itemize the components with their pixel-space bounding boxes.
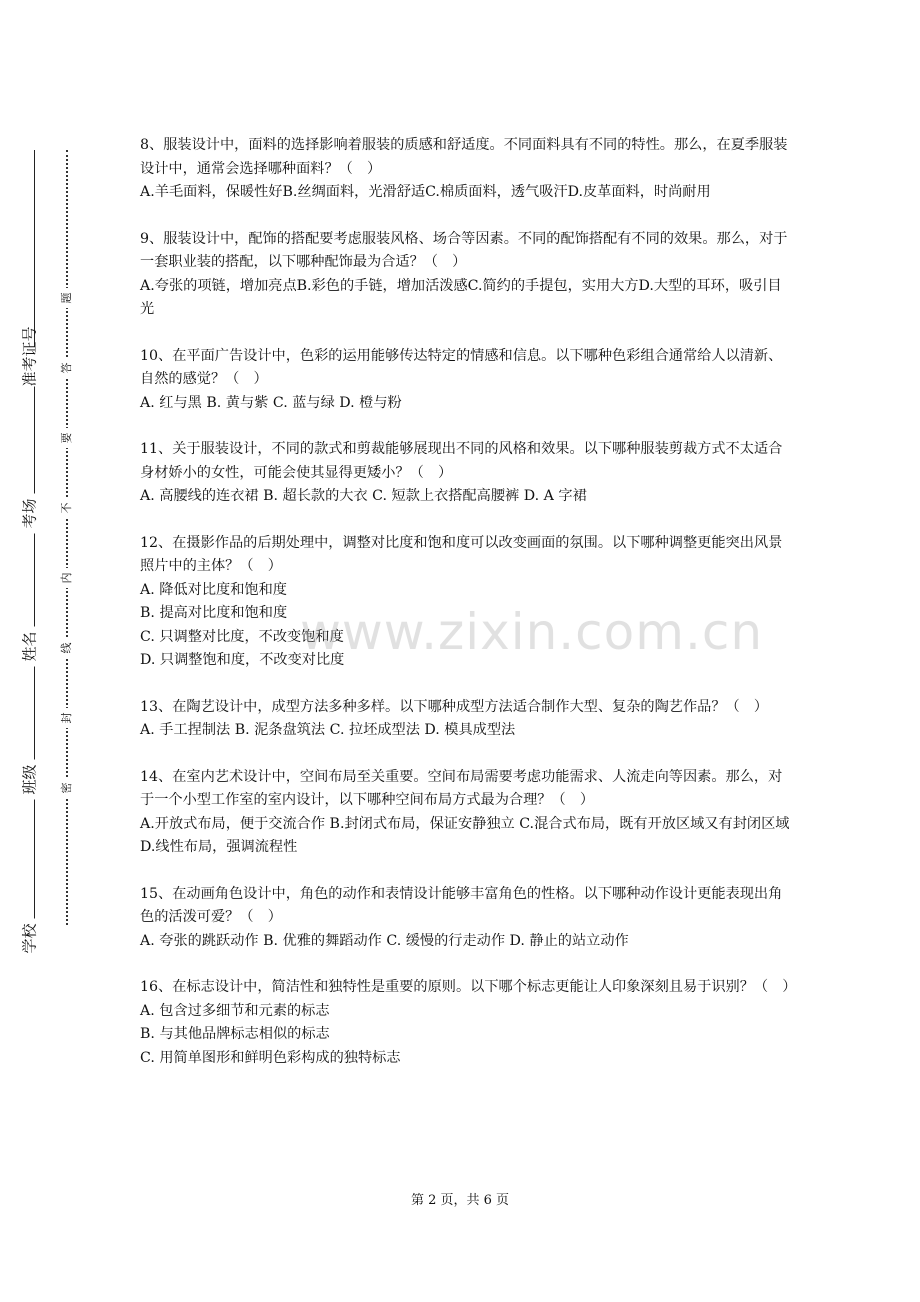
question-12 (140, 532, 790, 673)
class-label: 班级 (19, 760, 40, 800)
question-options: A. 红与黑 B. 黄与紫 C. 蓝与绿 D. 橙与粉 (140, 394, 402, 411)
school-label: 学校 (19, 919, 40, 959)
question-13 (140, 696, 790, 743)
question-stem: 11、关于服装设计，不同的款式和剪裁能够展现出不同的风格和效果。以下哪种服装剪裁方式不太适合身材娇小的女性，可能会使其显得更矮小？（ ） (140, 441, 783, 481)
question-15 (140, 883, 790, 954)
question-stem: 16、在标志设计中，简洁性和独特性是重要的原则。以下哪个标志更能让人印象深刻且易于识别？（ ） (140, 979, 797, 995)
question-option: C. 用简单图形和鲜明色彩构成的独特标志 (140, 1049, 401, 1066)
question-stem: 10、在平面广告设计中，色彩的运用能够传达特定的情感和信息。以下哪种色彩组合通常给人以清新、自然的感觉？（ ） (140, 347, 783, 387)
question-options: A. 高腰线的连衣裙 B. 超长款的大衣 C. 短款上衣搭配高腰裤 D. A 字裙 (140, 488, 587, 504)
exam-id-label: 准考证号 (20, 326, 39, 387)
question-10 (140, 345, 790, 416)
name-label: 姓名 (19, 627, 40, 667)
question-option: D. 只调整饱和度，不改变对比度 (140, 652, 345, 668)
page-footer: 第 2 页，共 6 页 (410, 1193, 510, 1208)
seal-char: 答 (58, 358, 74, 378)
binding-solid-line (34, 150, 35, 925)
question-stem: 13、在陶艺设计中，成型方法多种多样。以下哪种成型方法适合制作大型、复杂的陶艺作品？（ ） (140, 698, 769, 715)
binding-margin (0, 0, 110, 1302)
question-9 (140, 228, 790, 322)
question-stem: 8、服装设计中，面料的选择影响着服装的质感和舒适度。不同面料具有不同的特性。那么，在夏季服装设计中，通常会选择哪种面料？（ ） (140, 137, 788, 177)
seal-char: 密 (58, 778, 74, 798)
question-list (140, 134, 797, 1093)
seal-dotted-line (66, 150, 68, 925)
question-14 (140, 766, 790, 860)
question-stem: 12、在摄影作品的后期处理中，调整对比度和饱和度可以改变画面的氛围。以下哪种调整更能突出风景照片中的主体？（ ） (140, 534, 783, 574)
question-option: A. 降低对比度和饱和度 (140, 581, 287, 598)
question-stem: 14、在室内艺术设计中，空间布局至关重要。空间布局需要考虑功能需求、人流走向等因素。那么，对于一个小型工作室的室内设计，以下哪种空间布局方式最为合理？（ ） (140, 768, 783, 808)
exam-room-label: 考场 (19, 494, 40, 534)
seal-char: 要 (58, 428, 74, 448)
question-8 (140, 134, 790, 205)
question-option: B. 与其他品牌标志相似的标志 (140, 1026, 330, 1042)
seal-char: 线 (58, 638, 74, 658)
question-options: A.羊毛面料，保暖性好B.丝绸面料，光滑舒适C.棉质面料，透气吸汗D.皮革面料，时尚耐用 (140, 184, 711, 200)
question-option: A. 包含过多细节和元素的标志 (140, 1002, 330, 1019)
question-stem: 15、在动画角色设计中，角色的动作和表情设计能够丰富角色的性格。以下哪种动作设计更能表现出角色的活泼可爱？（ ） (140, 885, 783, 925)
seal-char: 不 (58, 498, 74, 518)
seal-char: 封 (58, 708, 74, 728)
question-option: B. 提高对比度和饱和度 (140, 605, 288, 621)
question-options: A.开放式布局，便于交流合作 B.封闭式布局，保证安静独立 C.混合式布局，既有开放区域又有封闭区域 D.线性布局，强调流程性 (140, 815, 790, 855)
question-options: A. 手工捏制法 B. 泥条盘筑法 C. 拉坯成型法 D. 模具成型法 (140, 722, 516, 738)
seal-char: 题 (58, 288, 74, 308)
seal-char: 内 (58, 568, 74, 588)
watermark: www.zixin.com.cn (300, 603, 764, 661)
question-option: C. 只调整对比度，不改变饱和度 (140, 628, 344, 645)
question-stem: 9、服装设计中，配饰的搭配要考虑服装风格、场合等因素。不同的配饰搭配有不同的效果。那么，对于一套职业装的搭配，以下哪种配饰最为合适？（ ） (140, 230, 788, 270)
question-16 (140, 976, 797, 1070)
question-options: A. 夸张的跳跃动作 B. 优雅的舞蹈动作 C. 缓慢的行走动作 D. 静止的站立动作 (140, 932, 629, 949)
question-options: A.夸张的项链，增加亮点B.彩色的手链，增加活泼感C.简约的手提包，实用大方D.大型的耳环，吸引目光 (140, 277, 782, 317)
question-11 (140, 438, 790, 509)
